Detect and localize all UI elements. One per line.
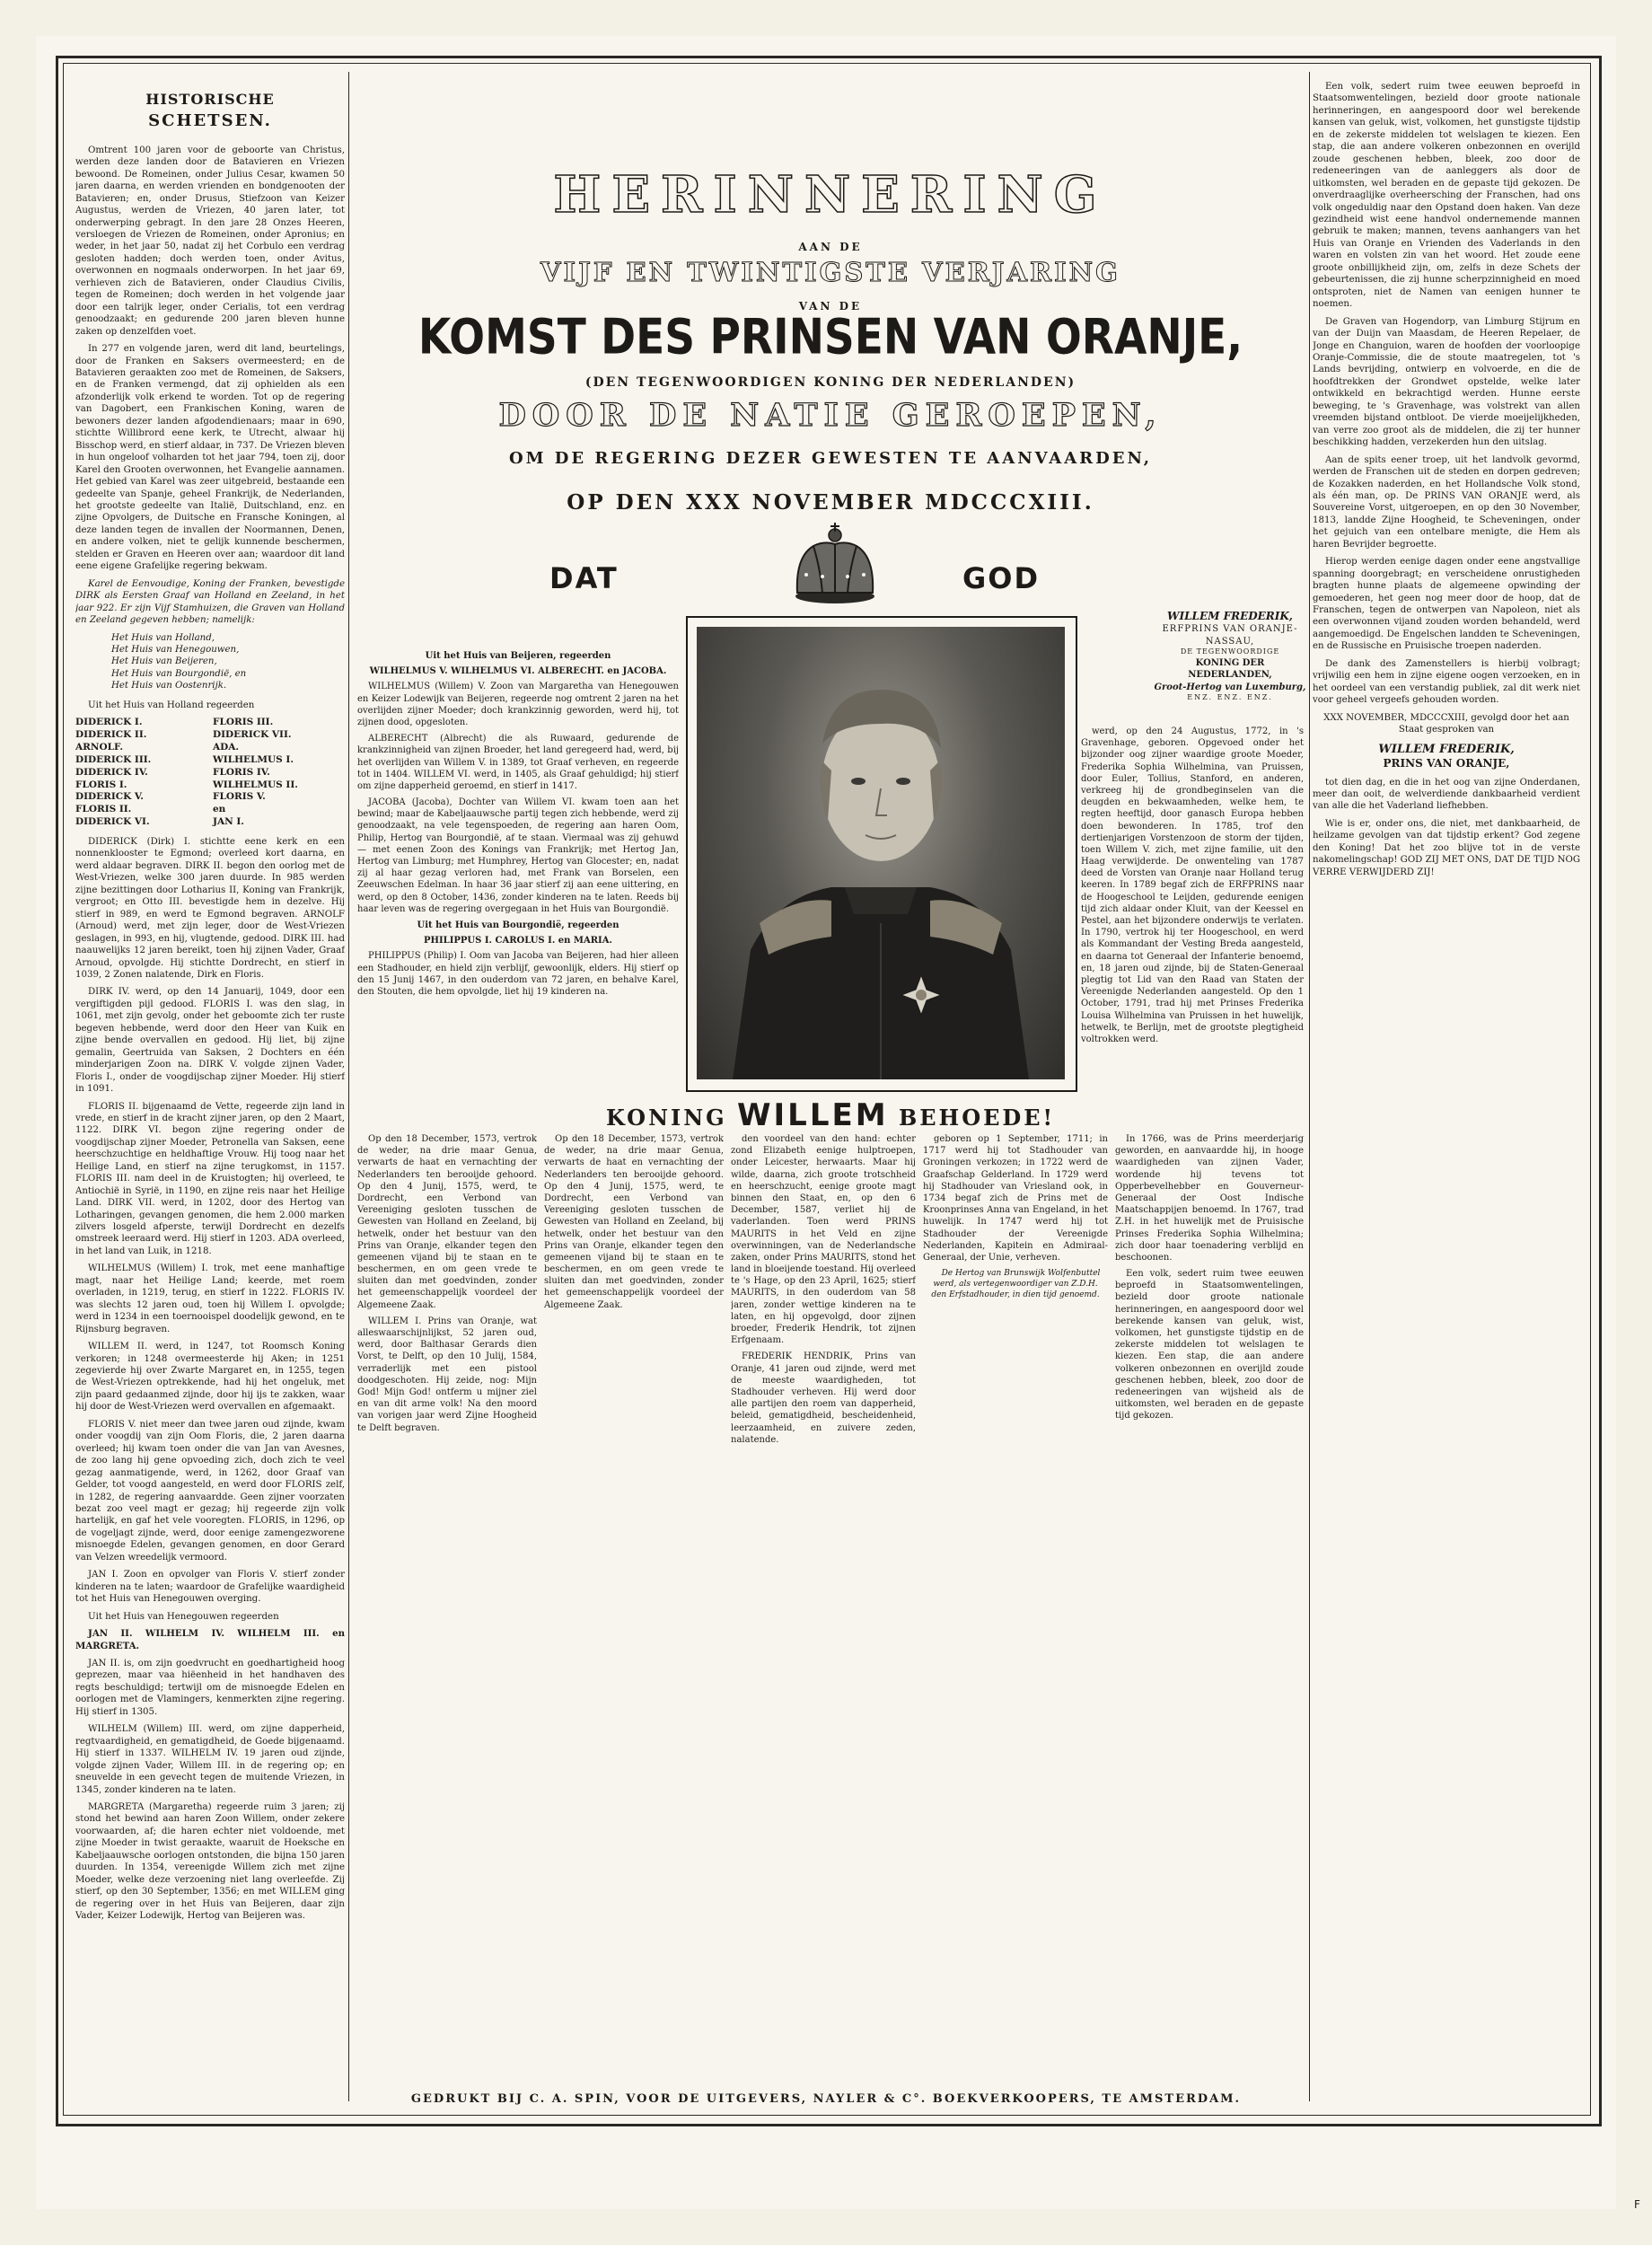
paragraph: ALBERECHT (Albrecht) die als Ruwaard, gedurende de krankzinnigheid van zijnen Broeder, het land geregeerd had, werd, bij het overlijden van Willem V. in 1389, tot Graaf verheven, en regeerde tot in 1404. WILLEM VI. werd, in 1405, als Graaf gehuldigd; hij stierf om zijne dapperheid geroemd, en stierf in 1417. bbox=[357, 734, 679, 791]
paragraph: Uit het Huis van Bourgondië, regeerden bbox=[417, 920, 620, 930]
right-name-2: PRINS VAN ORANJE, bbox=[1383, 756, 1510, 770]
headline-aan-de: AAN DE bbox=[798, 241, 863, 253]
paragraph: FLORIS V. niet meer dan twee jaren oud zijnde, kwam onder voogdij van zijn Oom Floris, die, 2 jaren daarna overleed; hij kwam toen onder die van Jan van Avesnes, de zoo lang hij gene opvoeding zich, doch zich te veel gezag aanmatigende, werd, in 1262, door Graaf van Gelder, tot voogd aangesteld, en werd door FLORIS zelf, in 1282, de regering aanvaardde. Geen zijner voorzaten bezat zoo veel magt er gezag; hij regeerde zijn volk hartelijk, en gaf het vele vooregten. FLORIS, in 1296, op de vogeljagt zijnde, werd, door eenige zamengezworene misnoegde Edelen, gevangen genomen, en door Gerard van Velzen wreedelijk vermoord. bbox=[75, 1419, 345, 1563]
count-name: FLORIS V. bbox=[213, 791, 266, 803]
paragraph: XXX NOVEMBER, MDCCCXIII, gevolgd door het aan Staat gesproken van bbox=[1323, 712, 1569, 735]
headline-dat: DAT bbox=[549, 561, 619, 595]
count-name: FLORIS I. bbox=[75, 779, 127, 790]
paragraph: DIDERICK (Dirk) I. stichtte eene kerk en een nonnenklooster te Egmond; overleed kort daarna, en werd aldaar begraven. DIRK II. begon den oorlog met de West-Vriezen, welke 300 jaren duurde. In 985 werden zijne bezittingen door Lotharius II, Koning van Frankrijk, vergroot; en Otto III. bevestigde hem in dezelve. Hij stierf in 989, en werd te Egmond begraven. ARNOLF (Arnoud) werd, met zijn leger, door de West-Vriezen geslagen, in 993, en hij, vlugtende, gedood. DIRK III. had naauwelijks 12 jaren bereikt, toen hij zijnen Vader, Graaf Arnoud, opvolgde. Hij stichtte Dordrecht, en stierf in 1039, 2 Zonen nalatende, Dirk en Floris. bbox=[75, 836, 345, 980]
note: De Hertog van Brunswijk Wolfenbuttel werd, als vertegenwoordiger van Z.D.H. den Erfstadhouder, in dien tijd genoemd. bbox=[931, 1269, 1101, 1299]
koning-word: KONING bbox=[605, 1105, 727, 1131]
paragraph: Een volk, sedert ruim twee eeuwen beproefd in Staatsomwentelingen, bezield door groote nationale herinneringen, en aangespoord door wel berekende kansen van geluk, wist, volkomen, het gunstigste tijdstip en de zekerste middelen tot welslagen te kiezen. Een stap, die aan andere volkeren onbezonnen en overijld zoude geschenen hebben, bleek, zoo door de redeneeringen van de aanleggers als door de uitkomsten, wel beraden en de gepaste tijd gekozen. De onverdraaglijke overheersching der Franschen, had ons volk ongeduldig naar den Opstand doen haken. Van deze gezindheid wist eene handvol ondernemende mannen gebruik te maken; mannen, tevens aanhangers van het Huis van Oranje en Vrienden des Vaderlands in den waren en volsten zin van het woord. Het zoude eene groote onbillijkheid zijn, om, zelfs in deze Schets der gebeurtenissen, die zij hunne scherpzinnigheid en moed ontsproten, niet de Namen van eenigen hunner te noemen. bbox=[1313, 82, 1580, 310]
count-name: JAN I. bbox=[213, 816, 244, 828]
paragraph: MARGRETA (Margaretha) regeerde ruim 3 jaren; zij stond het bewind aan haren Zoon Willem, onder zekere voorwaarden, af; die haren echter niet voldoende, met zijne Moeder in twist geraakte, waaruit de Hoeksche en Kabeljaauwsche oorlogen ontstonden, die bijna 150 jaren duurden. In 1354, vereenigde Willem zich met zijne Moeder, welke deze verzoening niet lang overleefde. Zij stierf, op den 30 September, 1356; en met WILLEM ging de regering over in het Huis van Beijeren, daar zijn Vader, Keizer Lodewijk, Hertog van Beijeren was. bbox=[75, 1801, 345, 1922]
caption-title: ERFPRINS VAN ORANJE-NASSAU, bbox=[1162, 624, 1298, 647]
count-name: DIDERICK III. bbox=[75, 753, 152, 765]
count-name: DIDERICK IV. bbox=[75, 766, 148, 778]
bottom-column-3 bbox=[731, 1133, 916, 2085]
count-name: FLORIS IV. bbox=[213, 766, 270, 778]
paragraph: DIRK IV. werd, op den 14 Januarij, 1049, door een vergiftigden pijl gedood. FLORIS I. was den slag, in 1061, met zijn gevolg, onder het geboomte zich ter ruste begeven hebbende, werd door den Heer van Kuik en zijne bende overvallen en gedood. Hij liet, bij zijne gemalin, Geertruida van Saksen, 2 Dochters en één minderjarigen Zoon na. DIRK V. volgde zijnen Vader, Floris I., onder de voogdijschap zijner Moeder. Hij stierf in 1091. bbox=[75, 987, 345, 1095]
house-item: Het Huis van Oostenrijk. bbox=[111, 681, 227, 691]
paragraph: FLORIS II. bijgenaamd de Vette, regeerde zijn land in vrede, en stierf in de kracht zijner jaren, op den 2 Maart, 1122. DIRK VI. begon zijne regering onder de voogdijschap zijner Moeder, Petronella van Saksen, eene heerschzuchtige en heldhaftige Vrouw. Hij toog naar het Heilige Land, en stierf na zijne terugkomst, in 1157. FLORIS III. nam deel in de Kruistogten; hij overleed, te Antiochië in Syrië, in 1190, en zijne reis naar het Heilige Land. DIRK VII. werd, in 1202, door des Hertog van Lotharingen, gevangen genomen, die hem 2.000 marken zilvers losgeld afperste, terwijl Dordrecht en dezelfs omstreek leeraard werd. Hij stierf in 1203. ADA overleed, in het land van Luik, in 1218. bbox=[75, 1101, 345, 1256]
paragraph: Omtrent 100 jaren voor de geboorte van Christus, werden deze landen door de Batavieren en Vriezen bewoond. De Romeinen, onder Julius Cesar, kwamen 50 jaren daarna, en werden vrienden en bondgenooten der Batavieren; en, onder Drusus, Stiefzoon van Keizer Augustus, werden de Vriezen, 40 jaren later, tot onderwerping gebragt. In den jare 28 Onzes Heeren, versloegen de Vriezen de Romeinen, onder Apronius; en weder, in het jaar 50, nadat zij het Corbulo een verdrag gesloten hadden; doch werden toen, onder Avitus, overwonnen en nogmaals onderworpen. In het jaar 69, verhieven zich de Batavieren, onder Claudius Civilis, tegen de Romeinen; doch werden in het volgende jaar door een talrijk leger, onder Cerialis, tot een verdrag genoodzaakt; en gedurende 200 jaren bleven hunne zaken op denzelfden voet. bbox=[75, 145, 345, 337]
headline-subtitle: (DEN TEGENWOORDIGEN KONING DER NEDERLANDEN) bbox=[584, 375, 1076, 390]
portrait-illustration bbox=[697, 627, 1065, 1079]
column-subtitle: SCHETSEN. bbox=[148, 111, 272, 131]
caption-name: WILLEM FREDERIK, bbox=[1167, 610, 1293, 622]
paragraph: JAN II. is, om zijn goedvrucht en goedhartigheid hoog geprezen, maar vaa hiëenheid in het handhaven des regts beschuldigd; tertwijl om de misnoegde Edelen en oorlogen met de Vlamingers, kenmerkten zijne regering. Hij stierf in 1305. bbox=[75, 1658, 345, 1717]
count-name: WILHELMUS II. bbox=[213, 779, 298, 790]
house-item: Het Huis van Henegouwen, bbox=[111, 644, 240, 655]
bottom-column-2 bbox=[544, 1133, 724, 2085]
paragraph: In 277 en volgende jaren, werd dit land, beurtelings, door de Franken en Saksers overmeesterd; en de Batavieren geraakten zoo met de Romeinen, de Saksers, en de Franken vermengd, dat zij ophielden als een afzonderlijk volk erkend te worden. Tot op de regering van Dagobert, een Frankischen Koning, waren de bewoners dezer landen afgodendienaars; maar in 690, stichtte Willibrord eene kerk, te Utrecht, alwaar hij Bisschop werd, en stierf aldaar, in 737. De Vriezen bleven in hun ongeloof volharden tot het jaar 794, toen zij, door Karel den Grooten overwonnen, het Evangelie aannamen. Het gebied van Karel was zeer uitgebreid, bestaande een gedeelte van Spanje, geheel Frankrijk, de Nederlanden, het grootste gedeelte van Italië, Duitschland, enz. en zijne Opvolgers, de Duitsche en Fransche Koningen, al deze landen tegen de invallen der Noormannen, Denen, en andere volken, niet te gelijk kunnende beschermen, stelden er Graven en Heeren over aan; waardoor dit land eene eigene Grafelijke regering bekwam. bbox=[75, 344, 345, 572]
paragraph: De Graven van Hogendorp, van Limburg Stijrum en van der Duijn van Maasdam, de Heeren Repelaer, de Jonge en Changuion, waren de hoofden der voorloopige Oranje-Commissie, die de stoute maatregelen, tot 's Lands bevrijding, ontwierp en volvoerde, en die de hoofdtrekken der Grondwet opstelde, welke later ontwikkeld en bekrachtigd werden. Hunne eerste beweging, te 's Gravenhage, was volstrekt van allen vreemden bijstand ontbloot. De vierde moeijelijkheden, van verre zoo groot als de middelen, die zij ter hunner beschikking hadden, verzekerden hun den uitslag. bbox=[1313, 316, 1580, 448]
paragraph: JACOBA (Jacoba), Dochter van Willem VI. kwam toen aan het bewind; maar de Kabeljaauwsche partij tegen zich hebbende, werd zij genoodzaakt, na vele tegenspoeden, de regering aan haren Oom, Philip, Hertog van Bourgondië, af te staan. Viermaal was zij gehuwd — met eenen Zoon des Konings van Frankrijk; met Hertog Jan, Hertog van Limburg; met Humphrey, Hertog van Glocester; en, nadat zij al haar gezag verloren had, met Frank van Borselen, een Zeeuwschen Edelman. In haar 36 jaar stierf zij aan eene uittering, en werd, op den 8 October, 1436, zonder kinderen na te laten. Reeds bij haar leven was de regering overgegaan in het Huis van Bourgondië. bbox=[357, 797, 679, 914]
headline-main: KOMST DES PRINSEN VAN ORANJE, bbox=[417, 308, 1243, 366]
house-list bbox=[111, 632, 345, 692]
paragraph: Hierop werden eenige dagen onder eene angstvallige spanning doorgebragt; en verscheidene onrustigheden bragten hunne plaats de algemeene opwinding der gemoederen, het geen nog meer door de hoop, dat de Franschen, tegen de ontwerpen van Napoleon, niet als een overwonnen vijand zouden worden behandeld, werd aangemoedigd. De Engelschen landden te Scheveningen, en de Russische en Pruisische troepen naderden. bbox=[1313, 557, 1580, 652]
paragraph: Wie is er, onder ons, die niet, met dankbaarheid, de heilzame gevolgen van dat tijdstip erkent? God zegene den Koning! Dat het zoo blijve tot in de verste nakomelingschap! GOD ZIJ MET ONS, DAT DE TIJD NOG VERRE VERWIJDERD ZIJ! bbox=[1313, 818, 1580, 877]
paragraph: Uit het Huis van Henegouwen regeerden bbox=[88, 1611, 279, 1622]
count-name: DIDERICK I. bbox=[75, 717, 143, 728]
headline-van-de: VAN DE bbox=[798, 300, 863, 313]
printer-imprint: GEDRUKT BIJ C. A. SPIN, VOOR DE UITGEVERS, NAYLER & C°. BOEKVERKOOPERS, TE AMSTERDAM. bbox=[410, 2092, 1242, 2106]
paragraph: WILLEM I. Prins van Oranje, wat alleswaarschijnlijkst, 52 jaren oud, werd, door Balthasar Gerards dien Vorst, te Delft, op den 10 Julij, 1584, verraderlijk met een pistool doodgeschoten. Hij zeide, nog: Mijn God! Mijn God! ontferm u mijner ziel en van dit arme volk! Na den moord van vorigen jaar werd Zijne Hoogheid te Delft begraven. bbox=[357, 1316, 537, 1433]
paragraph: In 1766, was de Prins meerderjarig geworden, en aanvaardde hij, in hooge waardigheden van zijnen Vader, wordende hij tevens tot Opperbevelhebber en Gouverneur-Generaal der Oost Indische Maatschappijen benoemd. In 1767, trad Z.H. in het huwelijk met de Pruisische Prinses Frederika Sophia Wilhelmina; zich door haar toenadering verblijd en beschoonen. bbox=[1115, 1134, 1304, 1263]
portrait-caption bbox=[1154, 609, 1306, 703]
paragraph: PHILIPPUS I. CAROLUS I. en MARIA. bbox=[424, 936, 612, 946]
portrait-frame bbox=[686, 616, 1077, 1092]
headline-date: OP DEN XXX NOVEMBER MDCCCXIII. bbox=[567, 490, 1094, 515]
paragraph: PHILIPPUS (Philip) I. Oom van Jacoba van Beijeren, had hier alleen een Stadhouder, en hield zijn verblijf, gewoonlijk, elders. Hij stierf op den 15 Junij 1467, in den ouderdom van 72 jaren, en behalve Karel, den Stouten, die hem opvolgde, liet hij 19 kinderen na. bbox=[357, 951, 679, 997]
caption-koning: KONING DER NEDERLANDEN, bbox=[1188, 657, 1272, 681]
paragraph: tot dien dag, en die in het oog van zijne Onderdanen, meer dan ooit, de welverdiende dankbaarheid verdient van alle die het Vaderland liefhebben. bbox=[1313, 777, 1580, 812]
behoede-word: BEHOEDE! bbox=[898, 1105, 1056, 1131]
paragraph: WILLEM II. werd, in 1247, tot Roomsch Koning verkoren; in 1248 overmeesterde hij Aken; in 1251 zegevierde hij over Zwarte Margaret en, in 1255, tegen de West-Vriezen optrekkende, had hij het ongeluk, met zijn paard gedaanmed zijnde, door hij ijs te zakken, waar hij door de West-Vriezen werd overvallen en afgemaakt. bbox=[75, 1342, 345, 1413]
corner-mark: F bbox=[1634, 2198, 1640, 2211]
paragraph: geboren op 1 September, 1711; in 1717 werd hij tot Stadhouder van Groningen verkozen; in 1722 werd de Graafschap Gelderland. In 1729 werd hij Stadhouder van Vriesland ook, in 1734 begaf zich de Prins met de Kroonprinses Anna van Engeland, in het huwelijk. In 1747 werd hij tot Stadhouder der Vereenigde Nederlanden, Kapitein en Admiraal-Generaal, der Unie, verheven. bbox=[923, 1134, 1108, 1263]
paragraph: werd, op den 24 Augustus, 1772, in 's Gravenhage, geboren. Opgevoed onder het bijzonder oog zijner waardige groote Moeder, Frederika Sophia Wilhelmina, van Pruissen, door Euler, Tollius, Stanford, en anderen, verkreeg hij de grondbeginselen van die deugden en bekwaamheden, welke hem, te regten heeftijd, door ganasch Europa hebben doen bewonderen. In 1785, trof den dertienjarigen Vorstenzoon de storm der tijden, toen Willem V. zich, met zijne familie, uit den Haag verwijderde. De onwenteling van 1787 deed de Vorsten van Oranje naar Holland terug keeren. In 1789 begaf zich de ERFPRINS naar de Hoogeschool te Leijden, gedurende eenigen tijd zich aldaar onder Kluit, van der Keessel en Pestel, aan het bijzondere onderwijs te verlaten. In 1790, vertrok hij ter Hoogeschool, en werd als Kommandant der Vesting Breda aangesteld, en daarna tot Generaal der Infanterie benoemd, en, 18 jaren oud zijnde, bij de Staten-Generaal plegtig tot Lid van den Raad van Staten der Vereenigde Nederlanden aangesteld. Op den 1 October, 1791, trad hij met Prinses Frederika Louisa Wilhelmina van Pruissen in het huwelijk, hetwelk, te Berlijn, met de grootste plegtigheid voltrokken werd. bbox=[1081, 726, 1304, 1044]
house-item: Het Huis van Holland, bbox=[111, 632, 215, 643]
paragraph: Op den 18 December, 1573, vertrok de weder, na drie maar Genua, verwarts de haat en vernachting der Nederlanders ten berooijde gehoord. Op den 4 Junij, 1575, werd, te Dordrecht, een Verbond van Vereeniging gesloten tusschen de Gewesten van Holland en Zeeland, bij hetwelk, onder het bestuur van den Prins van Oranje, elkander tegen den gemeenen vijand bij te staan en te beschermen, en om geen vrede te sluiten dan met goedvinden, zonder het gemeenschappelijk voordeel der Algemeene Zaak. bbox=[544, 1134, 724, 1310]
count-name: DIDERICK VI. bbox=[75, 816, 150, 828]
headline-om: OM DE REGERING DEZER GEWESTEN TE AANVAARDEN, bbox=[508, 449, 1153, 468]
mid-right-column bbox=[1081, 726, 1304, 1121]
paragraph: Uit het Huis van Holland regeerden bbox=[88, 700, 255, 710]
crown-icon bbox=[786, 521, 883, 611]
count-name: DIDERICK II. bbox=[75, 729, 147, 741]
headline-herinnering: HERINNERING bbox=[553, 165, 1108, 224]
paragraph: Aan de spits eener troep, uit het landvolk gevormd, werden de Franschen uit de steden en dorpen gedreven; de Kozakken naderden, en het Hollandsche Volk stond, als één man, op. De PRINS VAN ORANJE werd, als Souvereine Vorst, uitgeroepen, en op den 30 November, 1813, landde Zijne Hoogheid, te Scheveningen, onder het gejuich van een ontelbare menigte, die Hem als haren Bevrijder begroette. bbox=[1313, 454, 1580, 550]
caption-thans: DE TEGENWOORDIGE bbox=[1180, 647, 1280, 656]
willem-word: WILLEM bbox=[737, 1097, 889, 1133]
paragraph: WILHELMUS V. WILHELMUS VI. ALBERECHT. en JACOBA. bbox=[369, 666, 667, 677]
count-name: FLORIS III. bbox=[213, 717, 274, 728]
headline-anniversary: VIJF EN TWINTIGSTE VERJARING bbox=[540, 257, 1120, 287]
headline-door: DOOR DE NATIE GEROEPEN, bbox=[498, 397, 1163, 434]
column-title: HISTORISCHE bbox=[145, 91, 275, 108]
mid-left-column bbox=[357, 647, 679, 1131]
right-name: WILLEM FREDERIK, bbox=[1378, 742, 1515, 756]
paragraph: WILHELMUS (Willem) V. Zoon van Margaretha van Henegouwen en Keizer Lodewijk van Beijeren, regeerde nog omtrent 2 jaren na het overlijden zijner Moeder; doch krankzinnig geworden, werd hij, tot zijnen dood, opgesloten. bbox=[357, 682, 679, 727]
count-name: WILHELMUS I. bbox=[213, 753, 294, 765]
paragraph: den voordeel van den hand: echter zond Elizabeth eenige hulptroepen, onder Leicester, herwaarts. Maar hij wilde, daarna, zich groote trotschheid en heerschzucht, eenige groote magt binnen den Staat, en, op den 6 December, 1587, verliet hij de vaderlanden. Toen werd PRINS MAURITS in het Veld en zijne overwinningen, van de Nederlandsche zaken, onder Prins MAURITS, stond het land in bloeijende toestand. Hij overleed te 's Hage, op den 23 April, 1625; stierf MAURITS, in den ouderdom van 58 jaren, zonder wettige kinderen na te laten, en hij opgevolgd, door zijnen broeder, Frederik Hendrik, tot zijnen Erfgenaam. bbox=[731, 1134, 916, 1346]
paragraph: Karel de Eenvoudige, Koning der Franken, bevestigde DIRK als Eersten Graaf van Holland en Zeeland, in het jaar 922. Er zijn Vijf Stamhuizen, die Graven van Holland en Zeeland gegeven hebben; namelijk: bbox=[75, 578, 345, 626]
bottom-column-1 bbox=[357, 1133, 537, 2085]
broadside-sheet bbox=[36, 36, 1616, 2209]
house-item: Het Huis van Bourgondië, en bbox=[111, 668, 247, 679]
paragraph: WILHELMUS (Willem) I. trok, met eene manhaftige magt, naar het Heilige Land; keerde, met roem overladen, in 1219, terug, en stierf in 1222. FLORIS IV. was slechts 12 jaren oud, toen hij Willem I. opvolgde; werd in 1234 in een toernooispel doodelijk gewond, en te Rijnsburg begraven. bbox=[75, 1263, 345, 1334]
column-rule-left bbox=[348, 72, 349, 2101]
paragraph: WILHELM (Willem) III. werd, om zijne dapperheid, regtvaardigheid, en gematigdheid, de Goede bijgenaamd. Hij stierf in 1337. WILHELM IV. 19 jaren oud zijnde, volgde zijnen Vader, Willem III. in de regering op; en sneuvelde in een gevecht tegen de muitende Vriezen, in 1345, zonder kinderen na te laten. bbox=[75, 1724, 345, 1795]
count-name: ARNOLF. bbox=[75, 741, 124, 753]
paragraph: FREDERIK HENDRIK, Prins van Oranje, 41 jaren oud zijnde, werd met de meeste waardigheden, tot Stadhouder verheven. Hij werd door alle partijen den roem van dapperheid, beleid, gematigdheid, bescheidenheid, leerzaamheid, en zuivere zeden, nalatende. bbox=[731, 1351, 916, 1445]
bottom-column-4 bbox=[923, 1133, 1108, 2085]
column-rule-right bbox=[1309, 72, 1310, 2101]
count-name: DIDERICK V. bbox=[75, 791, 144, 803]
house-item: Het Huis van Beijeren, bbox=[111, 656, 217, 667]
paragraph: Op den 18 December, 1573, vertrok de weder, na drie maar Genua, verwarts de haat en vernachting der Nederlanders ten berooijde gehoord. Op den 4 Junij, 1575, werd, te Dordrecht, een Verbond van Vereeniging gesloten tusschen de Gewesten van Holland en Zeeland, bij hetwelk, onder het bestuur van den Prins van Oranje, elkander tegen den gemeenen vijand bij te staan en te beschermen, en om geen vrede te sluiten dan met goedvinden, zonder het gemeenschappelijk voordeel der Algemeene Zaak. bbox=[357, 1134, 537, 1310]
count-name: FLORIS II. bbox=[75, 804, 132, 815]
paragraph: Uit het Huis van Beijeren, regeerden bbox=[425, 651, 611, 661]
caption-enz: ENZ. ENZ. ENZ. bbox=[1187, 693, 1273, 702]
bottom-column-5 bbox=[1115, 1133, 1304, 2085]
portrait-engraving bbox=[697, 627, 1065, 1079]
caption-groot: Groot-Hertog van Luxemburg, bbox=[1154, 682, 1306, 692]
paragraph: JAN I. Zoon en opvolger van Floris V. stierf zonder kinderen na te laten; waardoor de Grafelijke waardigheid tot het Huis van Henegouwen overging. bbox=[75, 1570, 345, 1605]
count-name: ADA. bbox=[213, 741, 240, 753]
headline-god: GOD bbox=[962, 561, 1041, 595]
paragraph: De dank des Zamenstellers is hierbij volbragt; vrijwilig een hem in zijne eigene oogen verzoeken, en in het oordeel van een verstandig publiek, zal dit werk niet voor geheel vergeefs gehouden worden. bbox=[1313, 658, 1580, 706]
right-column bbox=[1313, 81, 1580, 2101]
counts-list bbox=[75, 717, 345, 829]
paragraph: Een volk, sedert ruim twee eeuwen beproefd in Staatsomwentelingen, bezield door groote nationale herinneringen, en aangespoord door wel berekende kansen van geluk, wist, volkomen, het gunstigste tijdstip en de zekerste middelen tot welslagen te kiezen. Een stap, die aan andere volkeren onbezonnen en overijld zoude geschenen hebben, bleek, zoo door de redeneeringen van wijsheid als de uitkomsten, wel beraden en de gepaste tijd gekozen. bbox=[1115, 1269, 1304, 1422]
count-name: DIDERICK VII. bbox=[213, 729, 292, 741]
count-name: en bbox=[213, 804, 226, 815]
paragraph: JAN II. WILHELM IV. WILHELM III. en MARGRETA. bbox=[75, 1628, 345, 1651]
historical-sketches-column bbox=[75, 81, 345, 2101]
